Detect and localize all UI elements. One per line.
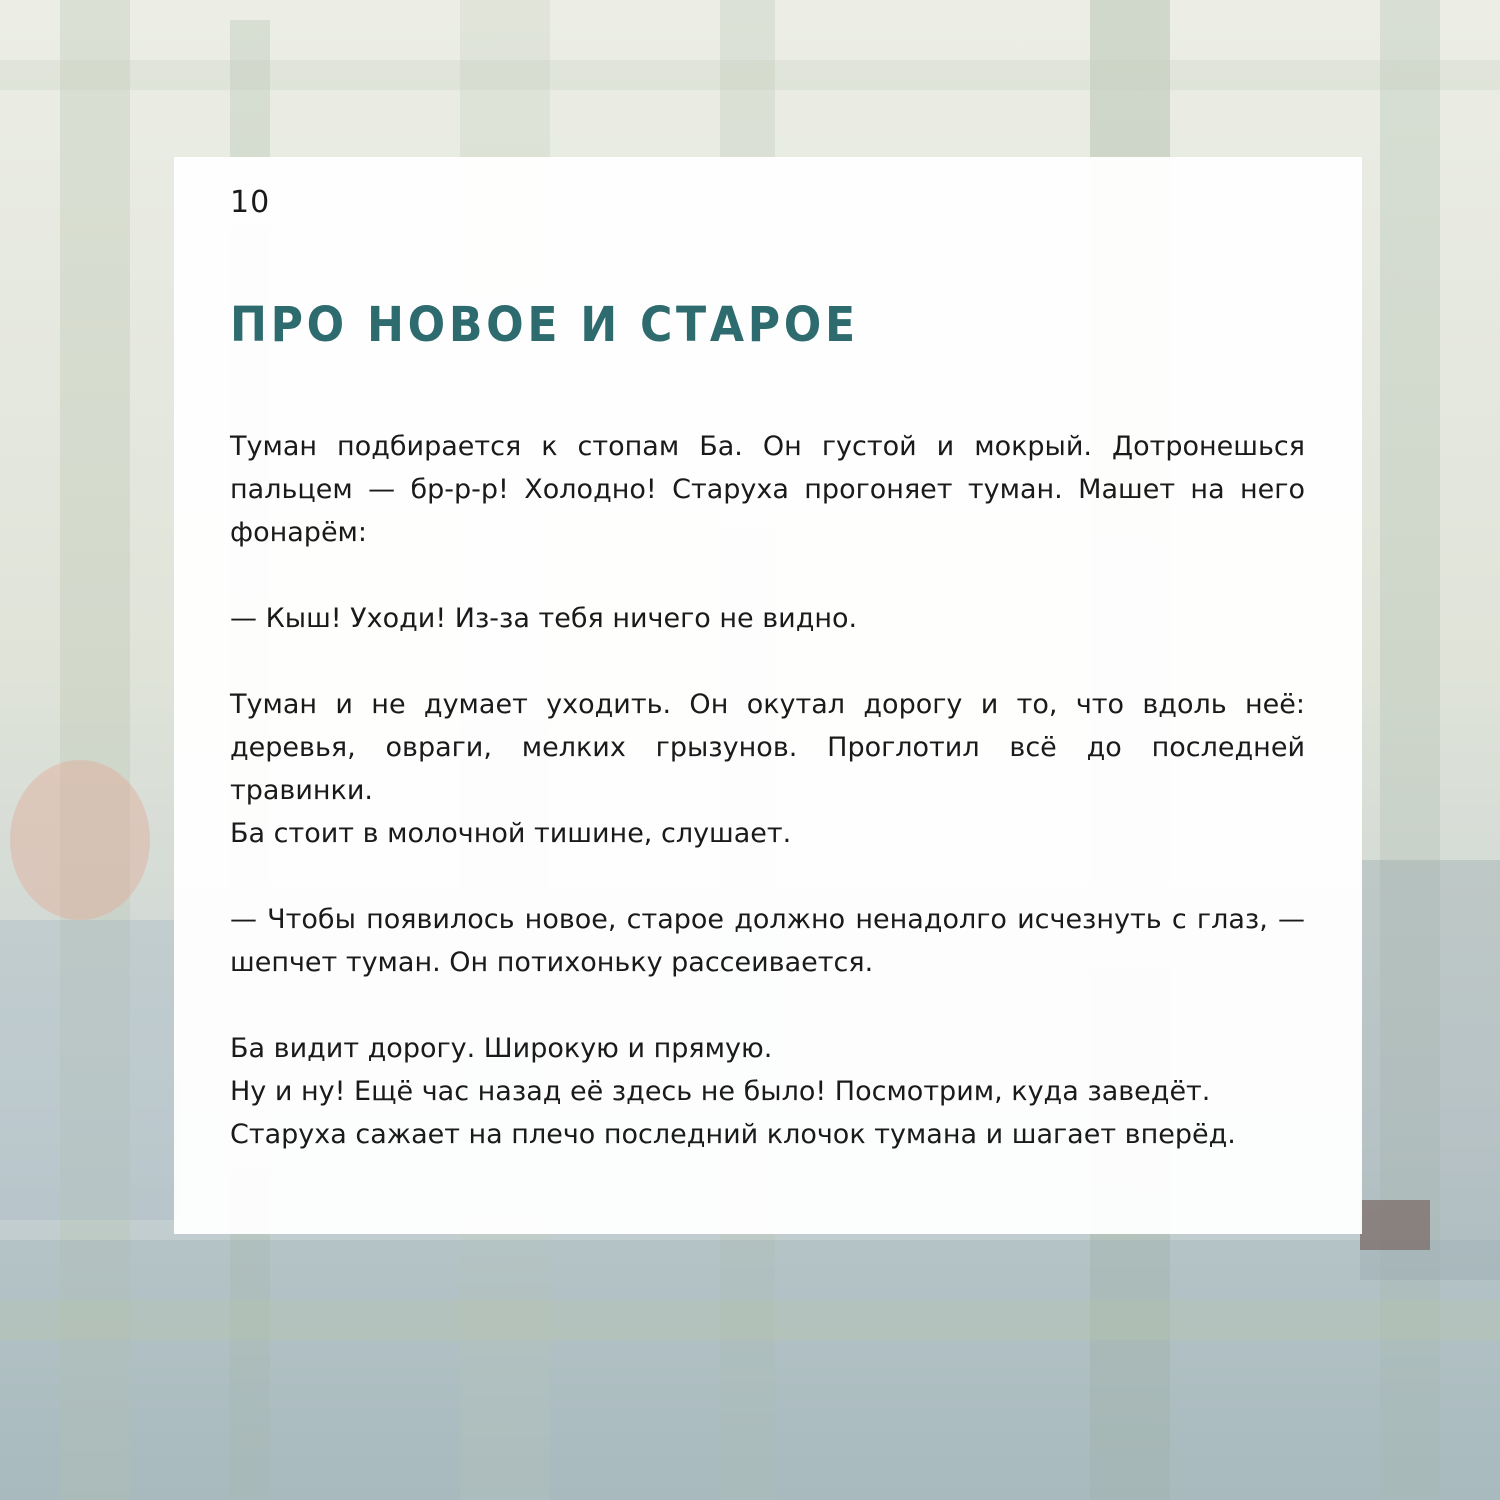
paragraph: Туман подбирается к стопам Ба. Он густой и мокрый. Дотронешься пальцем — бр-р-р! Холодно! Старуха прогоняет туман. Машет на него фонарём:: [230, 431, 1305, 548]
paragraph: Ну и ну! Ещё час назад её здесь не было! Посмотрим, куда заведёт.: [230, 1076, 1211, 1107]
chapter-title: ПРО НОВОЕ И СТАРОЕ: [230, 297, 859, 353]
paragraph: Туман и не думает уходить. Он окутал дорогу и то, что вдоль неё: деревья, овраги, мелких грызунов. Проглотил всё до последней травинки.: [230, 689, 1305, 806]
paragraph: — Кыш! Уходи! Из-за тебя ничего не видно.: [230, 603, 858, 634]
text-card: [174, 157, 1362, 1234]
paragraph: Старуха сажает на плечо последний клочок тумана и шагает вперёд.: [230, 1119, 1236, 1150]
paragraph: Ба видит дорогу. Широкую и прямую.: [230, 1033, 773, 1064]
paragraph: Ба стоит в молочной тишине, слушает.: [230, 818, 792, 849]
paragraph: — Чтобы появилось новое, старое должно ненадолго исчезнуть с глаз, — шепчет туман. Он потихоньку рассеивается.: [230, 904, 1305, 978]
story-text: [230, 425, 1305, 1156]
page-number: 10: [230, 185, 271, 220]
